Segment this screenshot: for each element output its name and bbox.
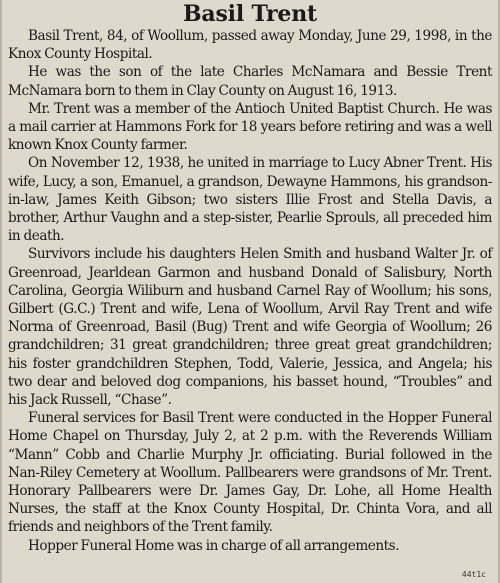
corner-code: 44t1c [461, 570, 486, 579]
paragraph-intro: Basil Trent, 84, of Woollum, passed away Monday, June 29, 1998, in the Knox County Hospital. [8, 28, 492, 63]
paragraph-survivors: Survivors include his daughters Helen Smith and husband Walter Jr. of Greenroad, Jearldean Garmon and husband Donald of Salisbury, North Carolina, Georgia Wiliburn and husband Carnel Ray of Woollum; his sons, Gilbert (G.C.) Trent and wife, Lena of Woollum, Arvil Ray Trent and wife Norma of Greenroad, Basil (Bug) Trent and wife Georgia of Woollum; 26 grandchildren; 31 great grandchildren; three great great grandchildren; his foster grandchildren Stephen, Todd, Valerie, Jessica, and Angela; his two dear and beloved dog companions, his basset hound, “Troubles” and his Jack Russell, “Chase”. [8, 246, 492, 409]
paragraph-career: Mr. Trent was a member of the Antioch United Baptist Church. He was a mail carrier at Hammons Fork for 18 years before retiring and was a well known Knox County farmer. [8, 100, 492, 154]
paragraph-marriage: On November 12, 1938, he united in marriage to Lucy Abner Trent. His wife, Lucy, a son, Emanuel, a grandson, Dewayne Hammons, his grandson-in-law, James Keith Gibson; two sisters Illie Frost and Stella Davis, a brother, Arthur Vaughn and a step-sister, Pearlie Sprouls, all preceded him in death. [8, 155, 492, 245]
paragraph-arrangements: Hopper Funeral Home was in charge of all arrangements. [28, 537, 400, 554]
paragraph-services: Funeral services for Basil Trent were conducted in the Hopper Funeral Home Chapel on Thursday, July 2, at 2 p.m. with the Reverends William “Mann” Cobb and Charlie Murphy Jr. officiating. Burial followed in the Nan-Riley Cemetery at Woollum. Pallbearers were grandsons of Mr. Trent. Honorary Pallbearers were Dr. James Gay, Dr. Lohe, all Home Health Nurses, the staff at the Knox County Hospital, Dr. Chinta Vora, and all friends and neighbors of the Trent family. [8, 410, 492, 536]
paragraph-parents: He was the son of the late Charles McNamara and Bessie Trent McNamara born to them in Clay County on August 16, 1913. [8, 64, 492, 99]
headline: Basil Trent [183, 1, 317, 27]
obituary-article [8, 0, 492, 555]
